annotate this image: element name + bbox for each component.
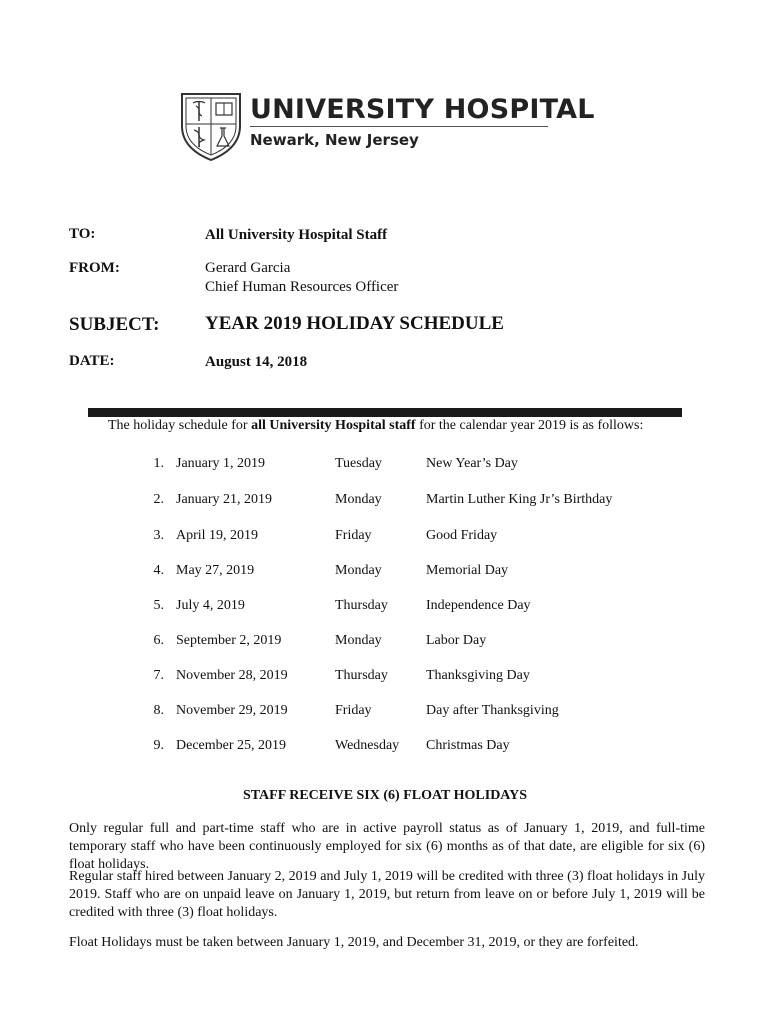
float-holidays-heading: STAFF RECEIVE SIX (6) FLOAT HOLIDAYS [242,788,528,803]
intro-after: for the calendar year 2019 is as follows: [415,418,644,433]
holiday-weekday: Thursday [335,668,388,683]
intro-before: The holiday schedule for [108,418,252,433]
from-title: Chief Human Resources Officer [205,279,399,295]
holiday-name: Martin Luther King Jr’s Birthday [426,492,613,507]
holiday-date: May 27, 2019 [176,563,255,578]
holiday-number: 4. [153,563,164,578]
float-paragraph-eligibility: Only regular full and part-time staff who are in active payroll status as of January 1, 2019, and full-time temporary staff who have been continuously employed for six (6) months as of that date, are eligible for six (6) float holidays. [69,821,705,872]
holiday-weekday: Monday [335,563,382,578]
holiday-number: 2. [153,492,164,507]
holiday-date: April 19, 2019 [176,528,259,543]
holiday-weekday: Thursday [335,598,388,613]
holiday-name: Independence Day [426,598,531,613]
holiday-weekday: Friday [335,528,372,543]
holiday-name: New Year’s Day [426,456,518,471]
holiday-number: 8. [153,703,164,718]
logo-title: UNIVERSITY HOSPITAL [250,94,595,125]
from-name: Gerard Garcia [205,260,291,276]
holiday-name: Labor Day [426,633,487,648]
holiday-weekday: Wednesday [335,738,400,753]
date-label: DATE: [69,353,115,369]
holiday-row [0,703,770,723]
holiday-row [0,633,770,653]
hospital-shield-icon [180,92,242,162]
holiday-date: December 25, 2019 [176,738,287,753]
subject-value: YEAR 2019 HOLIDAY SCHEDULE [205,313,504,334]
intro-text [108,418,643,434]
logo-divider [250,126,548,127]
holiday-row [0,563,770,583]
holiday-number: 3. [153,528,164,543]
holiday-row [0,528,770,548]
holiday-number: 9. [153,738,164,753]
holiday-weekday: Monday [335,633,382,648]
float-paragraph-new-hires: Regular staff hired between January 2, 2019 and July 1, 2019 will be credited with three (3) float holidays in July 2019. Staff who are on unpaid leave on January 1, 2019, but return from leave on or before July 1, 2019 will be credited with three (3) float holidays. [69,869,705,920]
from-label: FROM: [69,260,120,276]
float-paragraph-deadline: Float Holidays must be taken between January 1, 2019, and December 31, 2019, or they are forfeited. [69,935,639,950]
holiday-date: January 21, 2019 [176,492,273,507]
holiday-row [0,492,770,512]
holiday-date: September 2, 2019 [176,633,282,648]
holiday-row [0,668,770,688]
holiday-weekday: Friday [335,703,372,718]
holiday-name: Good Friday [426,528,498,543]
holiday-weekday: Monday [335,492,382,507]
subject-label: SUBJECT: [69,314,160,335]
date-value: August 14, 2018 [205,354,308,370]
holiday-weekday: Tuesday [335,456,382,471]
hospital-logo [180,92,595,164]
holiday-number: 6. [153,633,164,648]
holiday-name: Thanksgiving Day [426,668,530,683]
holiday-name: Day after Thanksgiving [426,703,559,718]
logo-subtitle: Newark, New Jersey [250,131,419,149]
holiday-row [0,598,770,618]
holiday-row [0,456,770,476]
holiday-number: 5. [153,598,164,613]
holiday-number: 1. [153,456,164,471]
holiday-date: January 1, 2019 [176,456,266,471]
to-value: All University Hospital Staff [205,227,388,243]
holiday-row [0,738,770,758]
holiday-name: Memorial Day [426,563,509,578]
to-label: TO: [69,226,96,242]
intro-emphasis: all University Hospital staff [251,418,416,433]
holiday-date: November 28, 2019 [176,668,288,683]
holiday-name: Christmas Day [426,738,510,753]
section-divider [88,408,682,417]
holiday-number: 7. [153,668,164,683]
holiday-date: July 4, 2019 [176,598,245,613]
holiday-date: November 29, 2019 [176,703,288,718]
